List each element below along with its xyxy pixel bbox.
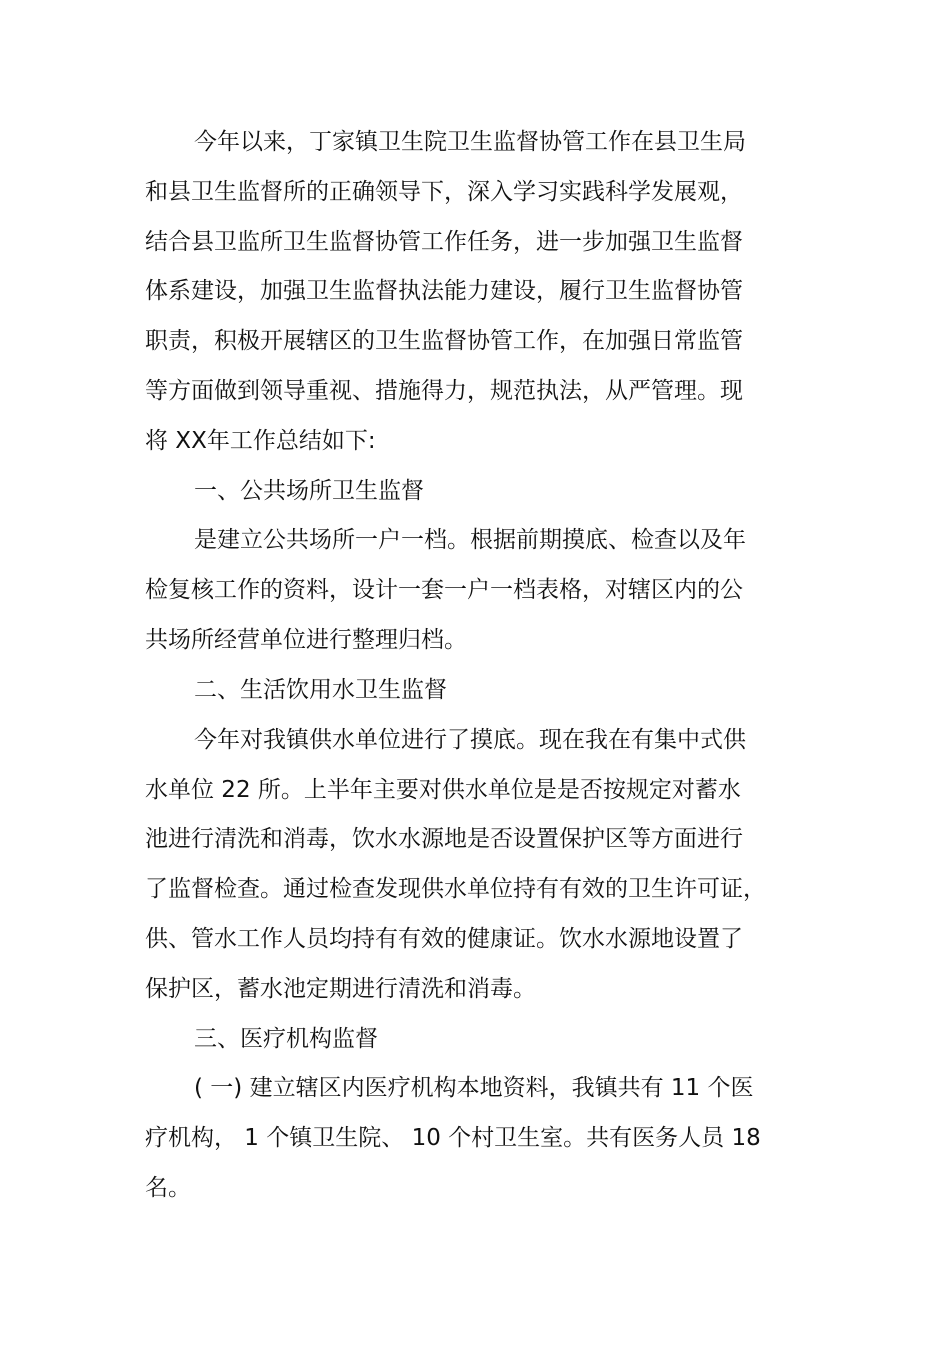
paragraph-line: 名。 xyxy=(145,1175,191,1201)
paragraph-line: 体系建设，加强卫生监督执法能力建设，履行卫生监督协管 xyxy=(145,278,743,304)
paragraph-line: 了监督检查。通过检查发现供水单位持有有效的卫生许可证， xyxy=(145,876,766,902)
paragraph-line: 疗机构， 1 个镇卫生院、 10 个村卫生室。共有医务人员 18 xyxy=(145,1125,761,1151)
paragraph-line: 等方面做到领导重视、措施得力，规范执法，从严管理。现 xyxy=(145,378,743,404)
paragraph-line: 今年对我镇供水单位进行了摸底。现在我在有集中式供 xyxy=(194,727,746,753)
paragraph-line: 共场所经营单位进行整理归档。 xyxy=(145,627,467,653)
paragraph-line: 和县卫生监督所的正确领导下，深入学习实践科学发展观， xyxy=(145,179,743,205)
paragraph-line: 保护区，蓄水池定期进行清洗和消毒。 xyxy=(145,976,536,1002)
section-heading: 一、公共场所卫生监督 xyxy=(194,478,424,504)
paragraph-line: 今年以来，丁家镇卫生院卫生监督协管工作在县卫生局 xyxy=(194,129,746,155)
section-heading: 三、医疗机构监督 xyxy=(194,1026,378,1052)
paragraph-line: 职责，积极开展辖区的卫生监督协管工作，在加强日常监管 xyxy=(145,328,743,354)
section-heading: 二、生活饮用水卫生监督 xyxy=(194,677,447,703)
paragraph-line: 是建立公共场所一户一档。根据前期摸底、检查以及年 xyxy=(194,527,746,553)
paragraph-line: 将 XX年工作总结如下: xyxy=(145,428,376,454)
paragraph-line: 检复核工作的资料，设计一套一户一档表格，对辖区内的公 xyxy=(145,577,743,603)
paragraph-line: 结合县卫监所卫生监督协管工作任务，进一步加强卫生监督 xyxy=(145,229,743,255)
paragraph-line: ( 一) 建立辖区内医疗机构本地资料，我镇共有 11 个医 xyxy=(194,1075,754,1101)
paragraph-line: 池进行清洗和消毒，饮水水源地是否设置保护区等方面进行 xyxy=(145,826,743,852)
paragraph-line: 供、管水工作人员均持有有效的健康证。饮水水源地设置了 xyxy=(145,926,743,952)
paragraph-line: 水单位 22 所。上半年主要对供水单位是是否按规定对蓄水 xyxy=(145,777,741,803)
